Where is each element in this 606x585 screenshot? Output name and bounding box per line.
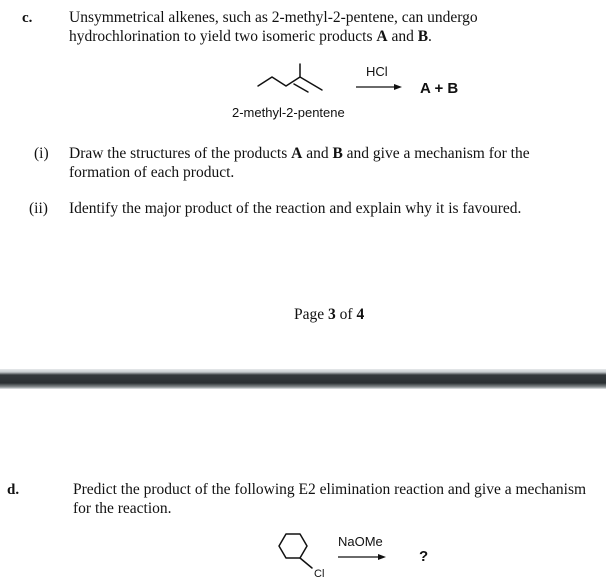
reaction-arrow-c [354,82,404,92]
question-label-c: c. [22,10,33,26]
intro-line-2: hydrochlorination to yield two isomeric products A and B. [69,28,432,45]
structure-chlorocyclohexane [268,530,338,582]
reagent-hcl: HCl [366,64,388,79]
structure-2-methyl-2-pentene [250,58,340,98]
page-footer: Page 3 of 4 [294,306,365,323]
item-i-number: (i) [34,145,49,162]
product-unknown: ? [419,548,429,565]
reaction-arrow-d [336,552,388,562]
question-label-d: d. [7,482,20,498]
item-i-text: Draw the structures of the products A and B and give a mechanism for the formation of each product. [69,145,530,181]
page-break-divider [0,369,606,389]
question-c-intro [69,8,599,46]
compound-name-label: 2-methyl-2-pentene [232,105,345,120]
intro-line-1: Unsymmetrical alkenes, such as 2-methyl-2-pentene, can undergo [69,9,478,26]
item-ii-text: Identify the major product of the reaction and explain why it is favoured. [69,200,522,217]
chloro-label: Cl [314,568,325,580]
reagent-naome: NaOMe [338,534,383,549]
question-d-text: Predict the product of the following E2 elimination reaction and give a mechanism for the reaction. [73,481,587,517]
item-ii-number: (ii) [29,200,48,217]
products-a-plus-b: A + B [420,80,459,97]
